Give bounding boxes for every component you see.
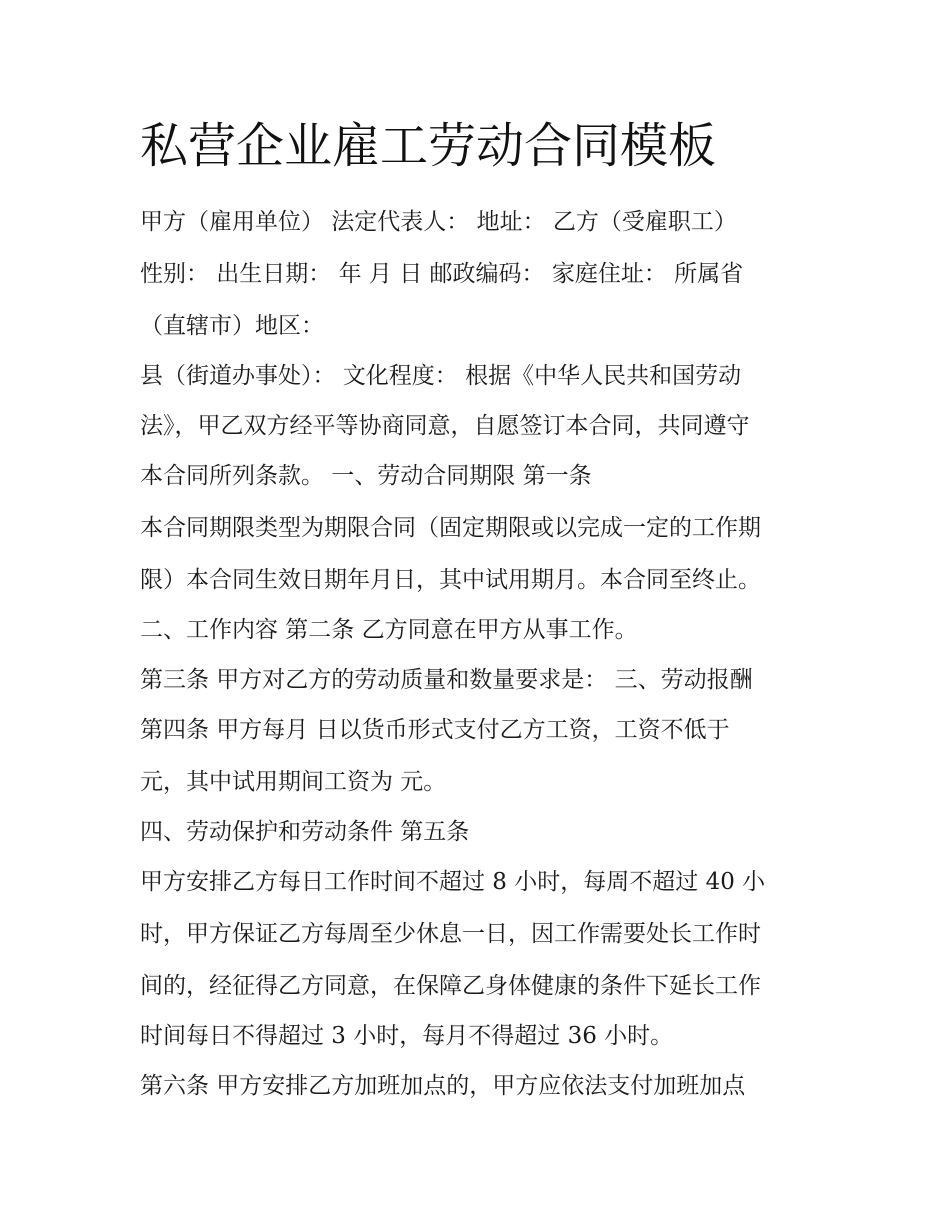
paragraph-line: 甲方（雇用单位） 法定代表人： 地址： 乙方（受雇职工） xyxy=(140,209,737,235)
paragraph-line: 时，甲方保证乙方每周至少休息一日，因工作需要处长工作时 xyxy=(140,921,761,947)
paragraph-line: 第三条 甲方对乙方的劳动质量和数量要求是： 三、劳动报酬 xyxy=(140,667,753,693)
paragraph-line: 二、工作内容 第二条 乙方同意在甲方从事工作。 xyxy=(140,617,638,643)
paragraph-line: 第六条 甲方安排乙方加班加点的，甲方应依法支付加班加点 xyxy=(140,1073,746,1099)
paragraph-line: 县（街道办事处）： 文化程度： 根据《中华人民共和国劳动 xyxy=(140,363,742,389)
paragraph-line: 本合同期限类型为期限合同（固定期限或以完成一定的工作期 xyxy=(140,515,761,541)
document-title: 私营企业雇工劳动合同模板 xyxy=(140,118,717,174)
paragraph-line: 间的，经征得乙方同意，在保障乙身体健康的条件下延长工作 xyxy=(140,973,761,999)
paragraph-line: 本合同所列条款。 一、劳动合同期限 第一条 xyxy=(140,463,592,489)
paragraph-line: （直辖市）地区： xyxy=(140,313,324,339)
paragraph-line: 法》，甲乙双方经平等协商同意，自愿签订本合同，共同遵守 xyxy=(140,413,750,439)
paragraph-line: 四、劳动保护和劳动条件 第五条 xyxy=(140,819,470,845)
paragraph-line: 元，其中试用期间工资为 元。 xyxy=(140,769,447,795)
paragraph-line: 甲方安排乙方每日工作时间不超过 8 小时，每周不超过 40 小 xyxy=(140,869,766,895)
paragraph-line: 时间每日不得超过 3 小时，每月不得超过 36 小时。 xyxy=(140,1023,674,1049)
paragraph-line: 第四条 甲方每月 日以货币形式支付乙方工资，工资不低于 xyxy=(140,717,730,743)
paragraph-line: 限）本合同生效日期年月日，其中试用期月。本合同至终止。 xyxy=(140,567,761,593)
paragraph-line: 性别： 出生日期： 年 月 日 邮政编码： 家庭住址： 所属省 xyxy=(140,261,744,287)
